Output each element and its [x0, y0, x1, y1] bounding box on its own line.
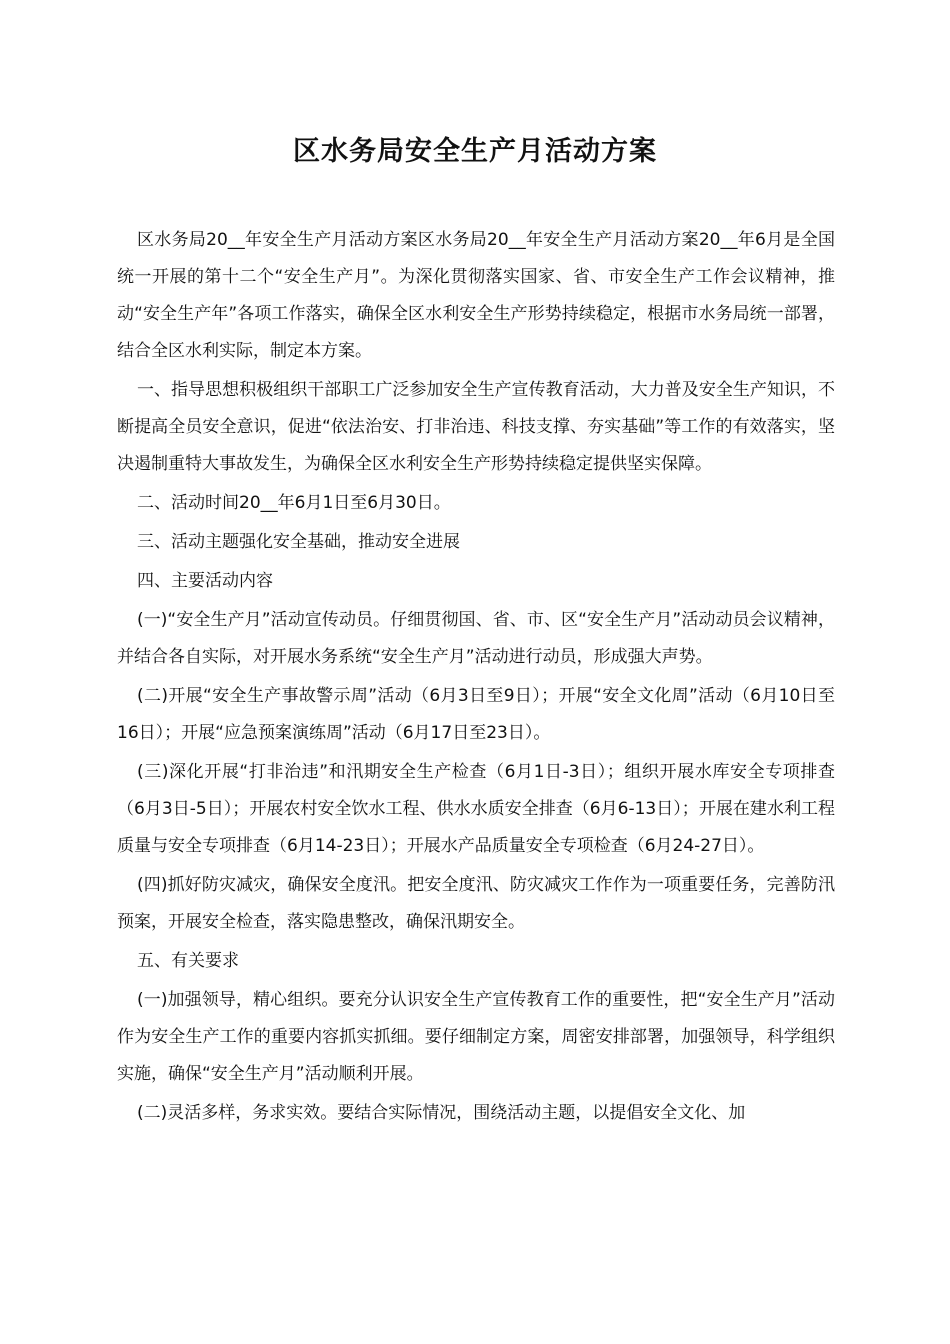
- paragraph-activity-3: (三)深化开展“打非治违”和汛期安全生产检查（6月1日-3日）；组织开展水库安全专项排查（6月3日-5日）；开展农村安全饮水工程、供水水质安全排查（6月6-13日）；开展在建水利工程质量与安全专项排查（6月14-23日）；开展水产品质量安全专项检查（6月24-27日）。: [117, 762, 835, 856]
- section-heading-requirements: 五、有关要求: [137, 951, 239, 971]
- paragraph-intro: 区水务局20__年安全生产月活动方案区水务局20__年安全生产月活动方案20__年6月是全国统一开展的第十二个“安全生产月”。为深化贯彻落实国家、省、市安全生产工作会议精神，推动“安全生产年”各项工作落实，确保全区水利安全生产形势持续稳定，根据市水务局统一部署，结合全区水利实际，制定本方案。: [117, 230, 835, 361]
- paragraph-activity-1: (一)“安全生产月”活动宣传动员。仔细贯彻国、省、市、区“安全生产月”活动动员会议精神，并结合各自实际，对开展水务系统“安全生产月”活动进行动员，形成强大声势。: [117, 610, 835, 667]
- paragraph-activity-theme: 三、活动主题强化安全基础，推动安全进展: [137, 532, 460, 552]
- paragraph-activity-2: (二)开展“安全生产事故警示周”活动（6月3日至9日）；开展“安全文化周”活动（6月10日至16日）；开展“应急预案演练周”活动（6月17日至23日）。: [117, 686, 835, 743]
- paragraph-activity-4: (四)抓好防灾减灾，确保安全度汛。把安全度汛、防灾减灾工作作为一项重要任务，完善防汛预案，开展安全检查，落实隐患整改，确保汛期安全。: [117, 875, 835, 932]
- document-title: 区水务局安全生产月活动方案: [293, 136, 657, 167]
- paragraph-requirement-1: (一)加强领导，精心组织。要充分认识安全生产宣传教育工作的重要性，把“安全生产月”活动作为安全生产工作的重要内容抓实抓细。要仔细制定方案，周密安排部署，加强领导，科学组织实施，确保“安全生产月”活动顺利开展。: [117, 990, 835, 1084]
- paragraph-requirement-2: (二)灵活多样，务求实效。要结合实际情况，围绕活动主题，以提倡安全文化、加: [137, 1103, 746, 1123]
- document-body: [117, 222, 835, 1134]
- section-heading-main-activities: 四、主要活动内容: [137, 571, 273, 591]
- paragraph-activity-time: 二、活动时间20__年6月1日至6月30日。: [137, 493, 451, 513]
- paragraph-guiding-ideology: 一、指导思想积极组织干部职工广泛参加安全生产宣传教育活动，大力普及安全生产知识，不断提高全员安全意识，促进“依法治安、打非治违、科技支撑、夯实基础”等工作的有效落实，坚决遏制重特大事故发生，为确保全区水利安全生产形势持续稳定提供坚实保障。: [117, 380, 835, 474]
